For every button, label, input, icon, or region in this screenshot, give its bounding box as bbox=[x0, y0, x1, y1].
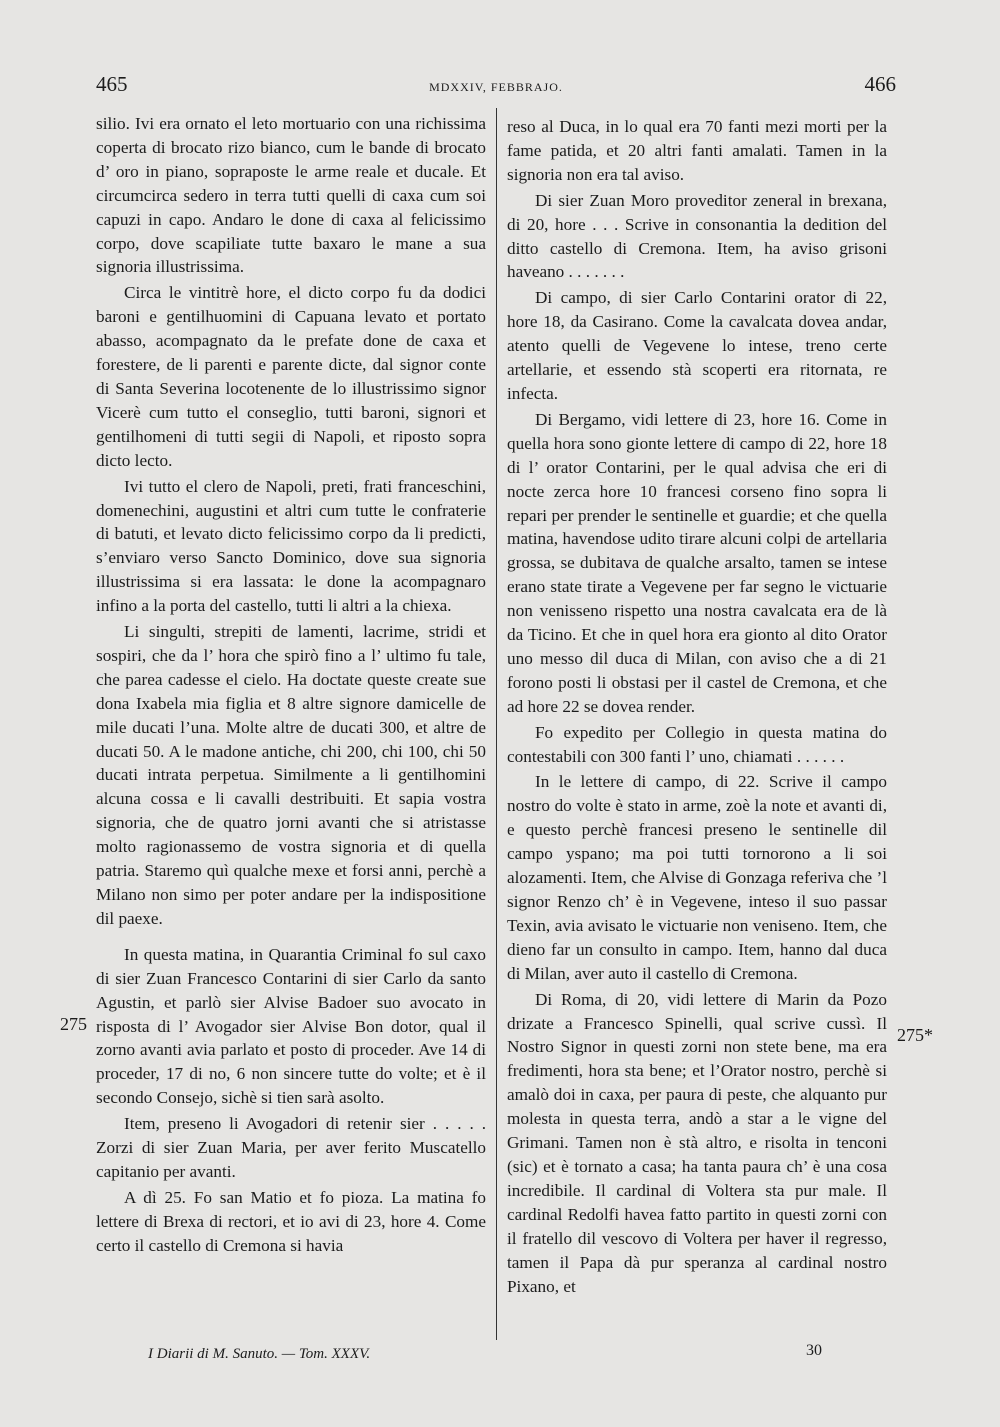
paragraph: Di Bergamo, vidi lettere di 23, hore 16. Come in quella hora sono gionte lettere di campo di 22, hore 18 di l’ orator Contarini, per le qual advisa che eri di nocte zerca hore 10 francesi corseno fino sopra li repari per prender le sentinelle et guardie; et che quella matina, havendose udito tirare alcuni colpi de artellaria grossa, se dubitava de qualche arsalto, tamen se intese erano state tirate a Vegevene per far segno le victuarie non venisseno rispetto una nostra cavalcata era de là da Ticino. Et che in quel hora era gionto al dito Orator uno messo dil duca di Milan, con aviso che a di 21 forono posti li obstasi per il castel de Cremona, et che ad hore 22 se dovea render. bbox=[507, 409, 887, 716]
paragraph: Circa le vintitrè hore, el dicto corpo fu da dodici baroni e gentilhuomini di Capuana levato et portato abasso, acompagnato da le prefate done de caxa et forestere, de li parenti e parente dicte, dal signor conte di Santa Severina locotenente de lo illustrissimo signor Vicerè cum tutto el conseglio, tutti baroni, signori et gentilhomeni di tutti segii di Napoli, et riposto sopra dicto lecto. bbox=[96, 283, 486, 470]
page-number-right: 466 bbox=[864, 72, 896, 96]
running-head: MDXXIV, FEBBRAJO. bbox=[429, 80, 563, 94]
margin-number-right: 275* bbox=[897, 1025, 933, 1045]
paragraph: Item, preseno li Avogadori di retenir sier . . . . . Zorzi di sier Zuan Maria, per aver ferito Muscatello capitanio per avanti. bbox=[96, 1114, 486, 1181]
column-divider bbox=[496, 108, 497, 1340]
paragraph: Fo expedito per Collegio in questa matina do contestabili con 300 fanti l’ uno, chiamati . . . . . . bbox=[507, 722, 887, 766]
footer-citation: I Diarii di M. Sanuto. — Tom. XXXV. bbox=[148, 1346, 371, 1362]
paragraph: silio. Ivi era ornato el leto mortuario con una richissima coperta di brocato rizo bianco, cum le bande di brocato d’ oro in piano, sopraposte le arme reale et ducale. Et circumcirca sedero in terra tutti quelli di caxa cum soi capuzi in capo. Andaro le done di caxa al felicissimo corpo, dove scapiliate tutte baxaro le mane a sua signoria illustrissima. bbox=[96, 114, 486, 277]
paragraph: Di Roma, di 20, vidi lettere di Marin da Pozo drizate a Francesco Spinelli, qual scrive cussì. Il Nostro Signor in questi zorni non stete bene, ma era fredimenti, hora sta bene; et l’Orator nostro, perchè si amalò doi in caxa, per paura di peste, che alquanto pur molesta in questa terra, andò a star a le vigne del Grimani. Tamen non è stà altro, e risolta in tenconi (sic) et è tornato a casa; ha tanta paura ch’ è una cosa incredibile. Il cardinal di Voltera sta pur male. Il cardinal Redolfi havea fatto partito in questi zorni con il fratello dil vescovo di Voltera per haver il regresso, tamen il Papa dà pur speranza al cardinal nostro Pixano, et bbox=[507, 989, 887, 1296]
paragraph: Di sier Zuan Moro proveditor zeneral in brexana, di 20, hore . . . Scrive in consonantia la dedition del ditto castello di Cremona. Item, ha aviso grisoni haveano . . . . . . . bbox=[507, 190, 887, 282]
paragraph: Di campo, di sier Carlo Contarini orator di 22, hore 18, da Casirano. Come la cavalcata dovea andar, atento quelli de Vegevene lo intese, treno certe artellarie, et essendo stà scoperti era ritornata, re infecta. bbox=[507, 288, 887, 403]
paragraph: Ivi tutto el clero de Napoli, preti, frati franceschini, domenechini, augustini et altri cum tutte le confraterie di batuti, et levato dicto felicissimo corpo da li predicti, s’enviaro verso Sancto Dominico, dove sua signoria illustrissima si era lassata: le done la acompagnaro infino a la porta del castello, tutti li altri a la chiexa. bbox=[96, 476, 486, 616]
paragraph: Li singulti, strepiti de lamenti, lacrime, stridi et sospiri, che da l’ hora che spirò fino a l’ ultimo fu tale, che parea cadesse el cielo. Ha doctate queste create sue dona Ixabela mia figlia et 8 altre signore damicelle de mile ducati l’una. Molte altre de ducati 300, et altre de ducati 50. A le madone antiche, chi 200, chi 100, chi 50 ducati intrata perpetua. Similmente a li gentilhomini alcuna cossa e li cavalli destribuiti. Et sapia vostra signoria, che de quatro jorni avanti che si atristasse molto ragionassemo de vostra signoria et di quella patria. Staremo quì qualche mexe et forsi anni, perchè a Milano non simo per poter andare per la indispositione dil paexe. bbox=[96, 622, 486, 928]
right-column bbox=[507, 115, 887, 1298]
left-column bbox=[96, 112, 486, 1258]
signature-mark: 30 bbox=[806, 1342, 822, 1359]
paragraph: In questa matina, in Quarantia Criminal fo sul caxo di sier Zuan Francesco Contarini di sier Carlo da santo Agustin, et parlò sier Alvise Badoer suo avocato in risposta di l’ Avogador sier Alvise Bon dotor, qual il zorno avanti avia parlato et posto di proceder. Ave 14 di proceder, 17 di no, 6 non sincere tutte do volte; et è il secondo Consejo, sichè si tien sarà asolto. bbox=[96, 944, 486, 1108]
paragraph: reso al Duca, in lo qual era 70 fanti mezi morti per la fame patida, et 20 altri fanti amalati. Tamen in la signoria non era tal aviso. bbox=[507, 117, 887, 184]
paragraph: In le lettere di campo, di 22. Scrive il campo nostro do volte è stato in arme, zoè la note et avanti di, e questo perchè francesi preseno le sentinelle dil campo yspano; ma poi tutti tornorono a li soi alozamenti. Item, che Alvise di Gonzaga referiva che ’l signor Renzo ch’ è in Vegevene, inteso il suo passar Texin, avia avisato le victuarie non veniseno. Item, che dieno far un consulto in campo. Item, hanno dal duca di Milan, aver auto il castello di Cremona. bbox=[507, 772, 887, 983]
paragraph: A dì 25. Fo san Matio et fo pioza. La matina fo lettere di Brexa di rectori, et io avi di 23, hore 4. Come certo il castello di Cremona si havia bbox=[96, 1187, 486, 1255]
margin-number-left: 275 bbox=[60, 1014, 87, 1034]
page-header bbox=[96, 72, 896, 102]
page-number-left: 465 bbox=[96, 72, 128, 96]
